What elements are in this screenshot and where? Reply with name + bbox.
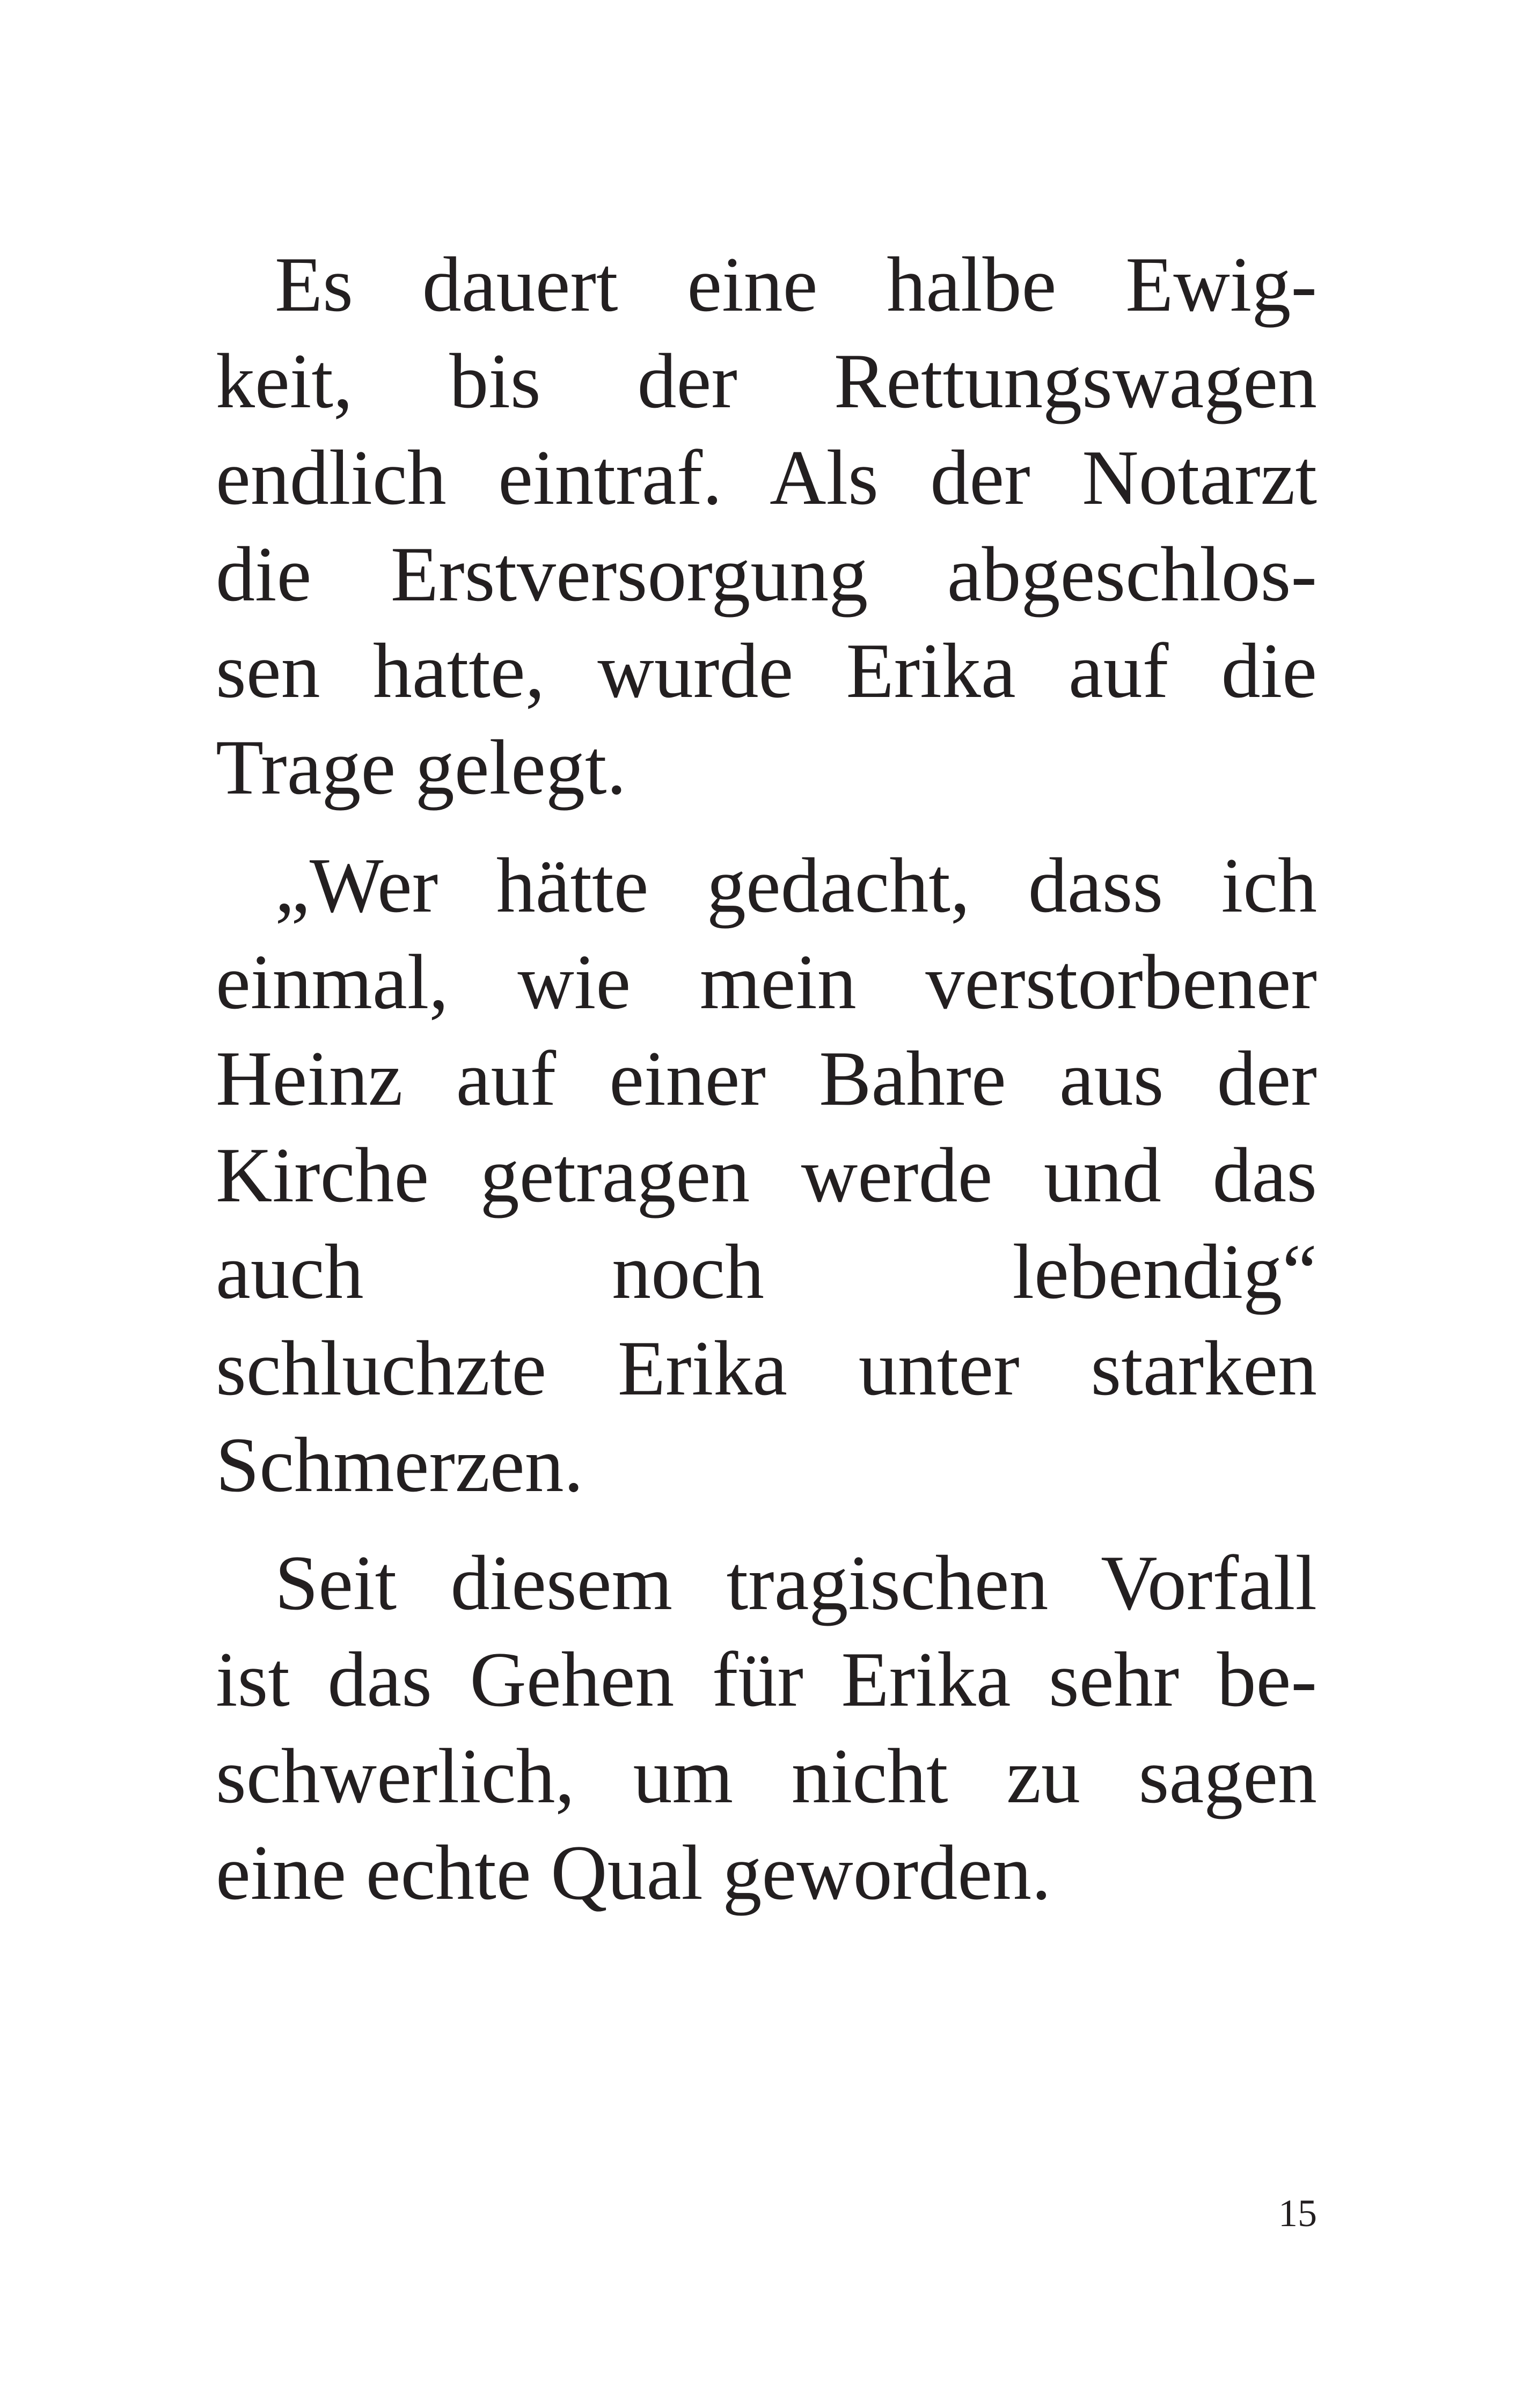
paragraph-2-line-7: Schmerzen. [216, 1421, 584, 1508]
paragraph-1-line-2: keit, bis der Rettungswagen [216, 337, 1317, 424]
paragraph-2-line-6: schluchzte Erika unter starken [216, 1325, 1317, 1412]
paragraph-1-line-5: sen hatte, wurde Erika auf die [216, 627, 1317, 714]
paragraph-1-line-1: Es dauert eine halbe Ewig- [275, 241, 1317, 328]
paragraph-2-line-5: auch noch lebendig“ [216, 1228, 1317, 1315]
paragraph-2-line-1: „Wer hätte gedacht, dass ich [275, 842, 1317, 929]
paragraph-3-line-1: Seit diesem tragischen Vorfall [275, 1539, 1317, 1626]
paragraph-3-line-3: schwerlich, um nicht zu sagen [216, 1732, 1317, 1819]
paragraph-2-line-4: Kirche getragen werde und das [216, 1132, 1317, 1218]
page-number: 15 [1278, 2192, 1317, 2235]
paragraph-1-line-3: endlich eintraf. Als der Notarzt [216, 434, 1317, 521]
paragraph-2-line-2: einmal, wie mein verstorbener [216, 938, 1317, 1025]
paragraph-1-line-6: Trage gelegt. [216, 724, 627, 811]
paragraph-3-line-4: eine echte Qual geworden. [216, 1829, 1051, 1916]
paragraph-1-line-4: die Erstversorgung abgeschlos- [216, 531, 1317, 618]
paragraph-3-line-2: ist das Gehen für Erika sehr be- [216, 1636, 1317, 1723]
paragraph-2-line-3: Heinz auf einer Bahre aus der [216, 1035, 1317, 1122]
